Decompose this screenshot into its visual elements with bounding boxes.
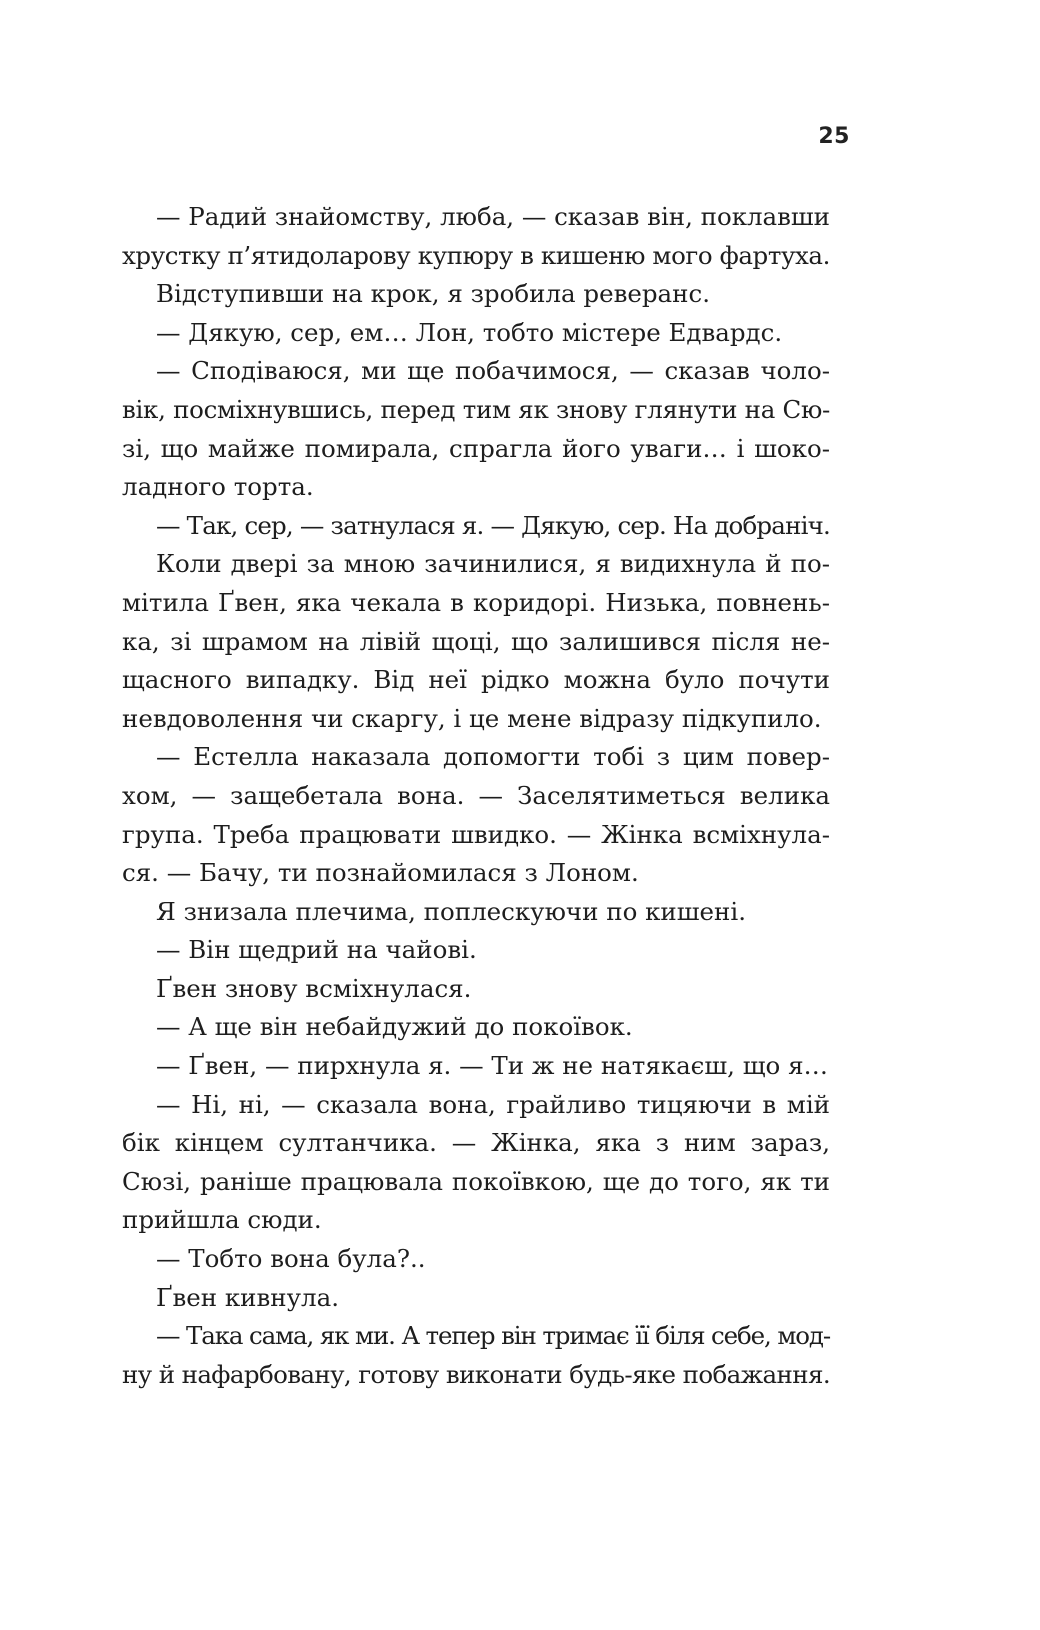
text-line: — Дякую, сер, ем… Лон, тобто містере Едвардс. xyxy=(156,317,783,347)
body-text xyxy=(122,198,830,1394)
text-line: бік кінцем султанчика. — Жінка, яка з ним зараз, xyxy=(122,1128,830,1158)
text-line: мітила Ґвен, яка чекала в коридорі. Низька, повнень- xyxy=(122,587,830,617)
text-line: — Радий знайомству, люба, — сказав він, поклавши xyxy=(156,202,830,231)
text-line: — Ні, ні, — сказала вона, грайливо тицяючи в мій xyxy=(156,1089,830,1119)
page-number: 25 xyxy=(818,124,850,149)
text-line: — Ґвен, — пирхнула я. — Ти ж не натякаєш, що я… xyxy=(156,1051,829,1081)
text-line: — Така сама, як ми. А тепер він тримає її біля себе, мод- xyxy=(156,1321,830,1351)
text-line: — Сподіваюся, ми ще побачимося, — сказав чоло- xyxy=(156,356,830,386)
text-line: Коли двері за мною зачинилися, я видихнула й по- xyxy=(156,549,830,579)
text-line: зі, що майже помирала, спрагла його уваги… і шоко- xyxy=(122,433,830,463)
text-line: Ґвен знову всміхнулася. xyxy=(156,973,472,1003)
text-line: — Тобто вона була?.. xyxy=(156,1244,426,1274)
text-line: ладного торта. xyxy=(122,472,314,502)
text-line: хрустку п’ятидоларову купюру в кишеню мого фартуха. xyxy=(122,240,830,270)
text-line: група. Треба працювати швидко. — Жінка всміхнула- xyxy=(122,819,830,849)
text-line: — Так, сер, — затнулася я. — Дякую, сер. На добраніч. xyxy=(156,510,830,540)
text-line: ну й нафарбовану, готову виконати будь-яке побажання. xyxy=(122,1359,831,1389)
text-line: ся. — Бачу, ти познайомилася з Лоном. xyxy=(122,858,639,888)
text-line: — А ще він небайдужий до покоївок. xyxy=(156,1012,633,1042)
text-line: хом, — защебетала вона. — Заселятиметься велика xyxy=(122,780,830,810)
text-line: Я знизала плечима, поплескуючи по кишені. xyxy=(156,896,746,926)
text-line: ка, зі шрамом на лівій щоці, що залишився після не- xyxy=(122,626,830,656)
text-line: вік, посміхнувшись, перед тим як знову глянути на Сю- xyxy=(122,394,830,424)
text-line: щасного випадку. Від неї рідко можна було почути xyxy=(122,665,830,695)
text-line: невдоволення чи скаргу, і це мене відразу підкупило. xyxy=(122,703,822,733)
text-line: — Естелла наказала допомогти тобі з цим повер- xyxy=(156,742,830,772)
text-line: Ґвен кивнула. xyxy=(156,1282,340,1312)
text-line: прийшла сюди. xyxy=(122,1205,322,1235)
text-line: — Він щедрий на чайові. xyxy=(156,935,477,965)
text-line: Сюзі, раніше працювала покоївкою, ще до того, як ти xyxy=(122,1166,830,1196)
text-line: Відступивши на крок, я зробила реверанс. xyxy=(156,279,711,309)
